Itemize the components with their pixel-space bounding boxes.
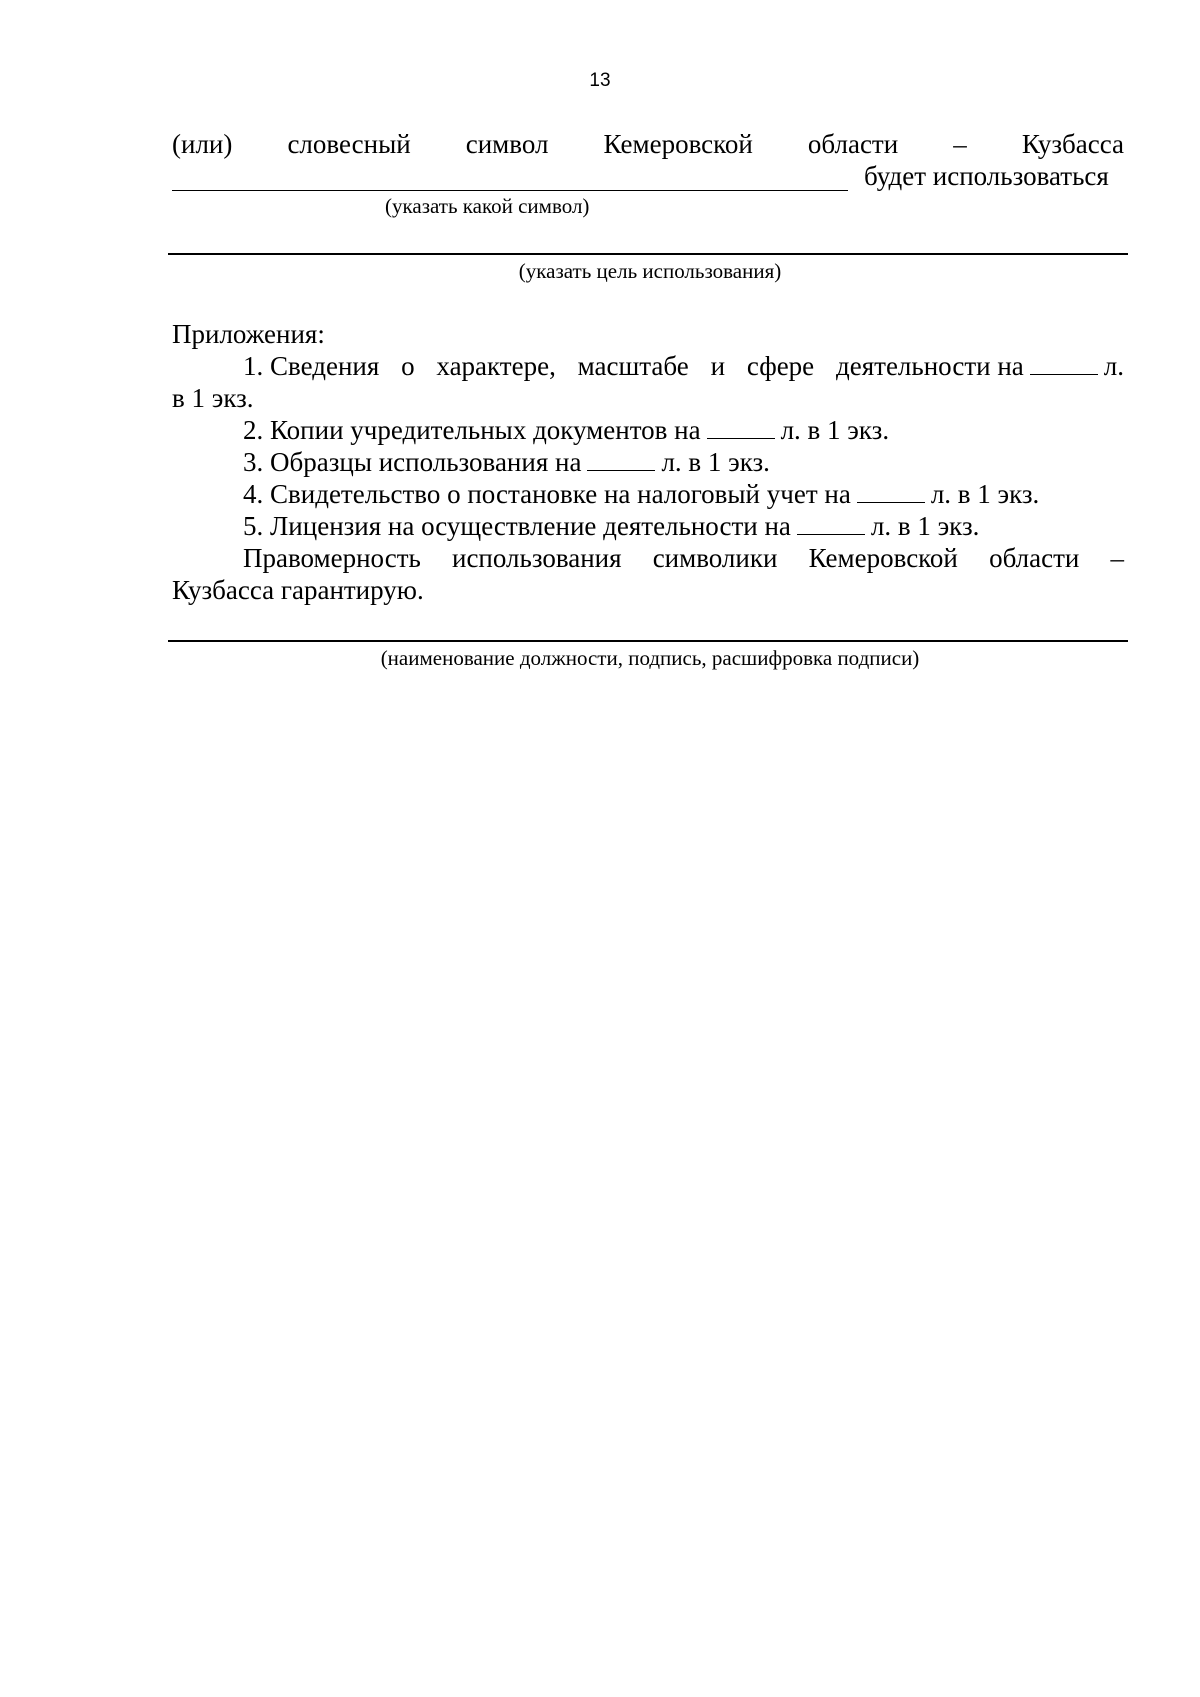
symbol-caption: (указать какой символ) bbox=[385, 194, 590, 218]
blank-field bbox=[857, 480, 925, 503]
blank-field bbox=[797, 512, 865, 535]
guarantee-line-2: Кузбасса гарантирую. bbox=[172, 575, 424, 605]
purpose-line bbox=[168, 253, 1128, 255]
guarantee-word: символики bbox=[652, 543, 778, 573]
guarantee-line-1 bbox=[243, 542, 1124, 574]
intro-word: символ bbox=[465, 129, 549, 159]
intro-line-2-tail: будет использоваться bbox=[864, 161, 1109, 191]
item-word: масштабе bbox=[577, 351, 689, 381]
appendix-item-3: 3. Образцы использования на л. в 1 экз. bbox=[243, 447, 770, 477]
purpose-caption: (указать цель использования) bbox=[518, 259, 782, 283]
intro-word: словесный bbox=[287, 129, 411, 159]
appendices-heading: Приложения: bbox=[172, 319, 325, 349]
guarantee-word: области bbox=[989, 543, 1080, 573]
appendix-item-2: 2. Копии учредительных документов на л. в 1 экз. bbox=[243, 415, 890, 445]
blank-field bbox=[1030, 352, 1098, 375]
intro-word: – bbox=[953, 129, 967, 159]
guarantee-word: – bbox=[1110, 543, 1124, 573]
intro-word: Кузбасса bbox=[1021, 129, 1124, 159]
page-number: 13 bbox=[589, 70, 611, 91]
item-word: и bbox=[710, 351, 726, 381]
guarantee-word: Правомерность bbox=[243, 543, 421, 573]
appendix-item-1-continuation: в 1 экз. bbox=[172, 383, 254, 413]
signature-caption: (наименование должности, подпись, расшифровка подписи) bbox=[380, 646, 920, 670]
intro-word: Кемеровской bbox=[603, 129, 753, 159]
appendix-item-4: 4. Свидетельство о постановке на налоговый учет на л. в 1 экз. bbox=[243, 479, 1040, 509]
signature-line bbox=[168, 640, 1128, 642]
item-word: 1. Сведения bbox=[243, 351, 380, 381]
appendix-item-1 bbox=[243, 350, 1124, 382]
guarantee-word: использования bbox=[452, 543, 622, 573]
item-word: деятельности на л. bbox=[836, 351, 1124, 381]
blank-field bbox=[587, 448, 655, 471]
blank-field bbox=[707, 416, 775, 439]
item-word: характере, bbox=[436, 351, 556, 381]
intro-line-1 bbox=[172, 128, 1124, 160]
guarantee-word: Кемеровской bbox=[808, 543, 958, 573]
intro-word: (или) bbox=[172, 129, 233, 159]
appendix-item-5: 5. Лицензия на осуществление деятельности на л. в 1 экз. bbox=[243, 511, 980, 541]
symbol-blank-line bbox=[172, 190, 848, 191]
intro-word: области bbox=[807, 129, 899, 159]
item-word: сфере bbox=[746, 351, 815, 381]
item-word: о bbox=[401, 351, 415, 381]
